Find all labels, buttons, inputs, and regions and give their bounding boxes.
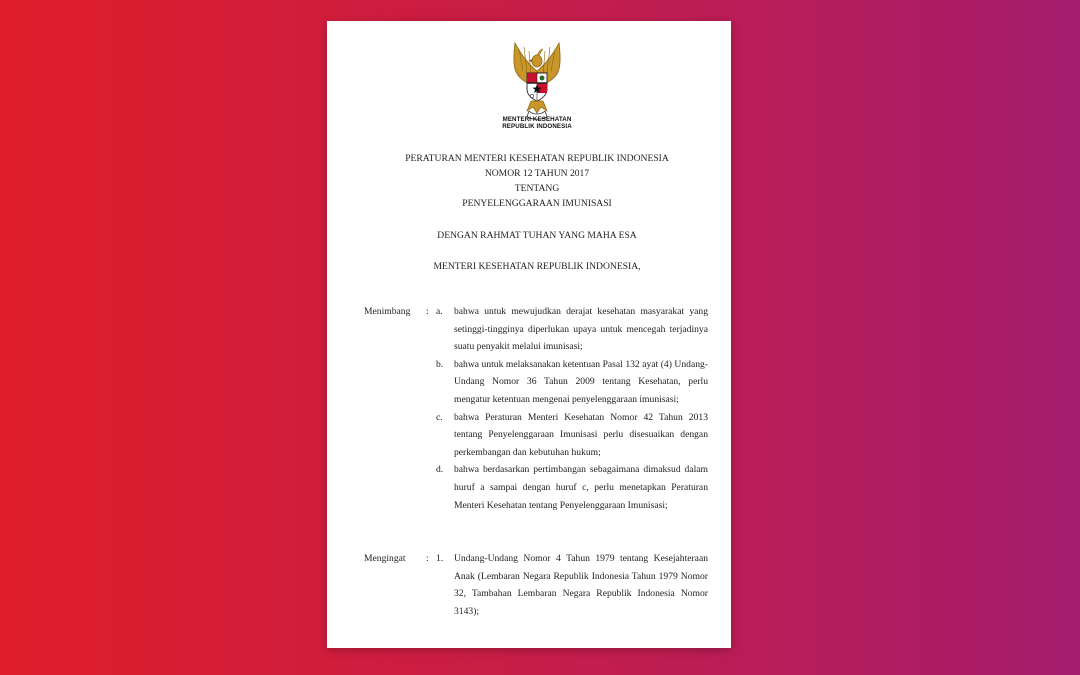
regulation-title [327, 151, 731, 211]
title-line: PERATURAN MENTERI KESEHATAN REPUBLIK INDONESIA [405, 153, 669, 164]
item-marker: d. [436, 464, 444, 476]
item-text: bahwa Peraturan Menteri Kesehatan Nomor 42 Tahun 2013 tentang Penyelenggaraan Imunisasi perlu disesuaikan dengan perkembangan dan kebutuhan hukum; [454, 411, 708, 458]
item-text: bahwa berdasarkan pertimbangan sebagaimana dimaksud dalam huruf a sampai dengan huruf c, perlu menetapkan Peraturan Menteri Kesehatan tentang Penyelenggaraan Imunisasi; [454, 464, 708, 511]
emblem-caption [467, 116, 607, 130]
emblem-caption-line: REPUBLIK INDONESIA [502, 123, 572, 130]
mengingat-section [364, 550, 712, 620]
list-item [436, 550, 708, 620]
list-item [436, 409, 708, 462]
item-text: bahwa untuk melaksanakan ketentuan Pasal 132 ayat (4) Undang-Undang Nomor 36 Tahun 2009 tentang Kesehatan, perlu mengatur ketentuan mengenai penyelenggaraan imunisasi; [454, 358, 708, 405]
list-item [436, 303, 708, 356]
preamble-text: DENGAN RAHMAT TUHAN YANG MAHA ESA [437, 230, 637, 241]
issuer [327, 259, 731, 274]
mengingat-label: Mengingat [364, 553, 406, 564]
emblem-caption-line: MENTERI KESEHATAN [502, 116, 572, 123]
menimbang-colon: : [426, 306, 429, 317]
menimbang-label: Menimbang [364, 306, 411, 317]
mengingat-colon: : [426, 553, 429, 564]
list-item [436, 356, 708, 409]
item-text: Undang-Undang Nomor 4 Tahun 1979 tentang Kesejahteraan Anak (Lembaran Negara Republik Indonesia Tahun 1979 Nomor 32, Tambahan Lembaran Negara Republik Indonesia Nomor 3143); [454, 553, 708, 617]
title-line: PENYELENGGARAAN IMUNISASI [462, 198, 612, 209]
item-text: bahwa untuk mewujudkan derajat kesehatan masyarakat yang setinggi-tingginya diperlukan upaya untuk mencegah terjadinya suatu penyakit melalui imunisasi; [454, 306, 708, 353]
document-page [327, 21, 731, 648]
garuda-emblem-icon [497, 41, 577, 121]
menimbang-section [364, 303, 712, 514]
issuer-text: MENTERI KESEHATAN REPUBLIK INDONESIA, [433, 261, 641, 272]
list-item [436, 461, 708, 514]
title-line: TENTANG [514, 183, 560, 194]
item-marker: 1. [436, 553, 444, 564]
preamble [327, 228, 731, 243]
item-marker: a. [436, 306, 443, 317]
item-marker: b. [436, 358, 444, 370]
title-line: NOMOR 12 TAHUN 2017 [484, 168, 590, 179]
item-marker: c. [436, 411, 443, 423]
